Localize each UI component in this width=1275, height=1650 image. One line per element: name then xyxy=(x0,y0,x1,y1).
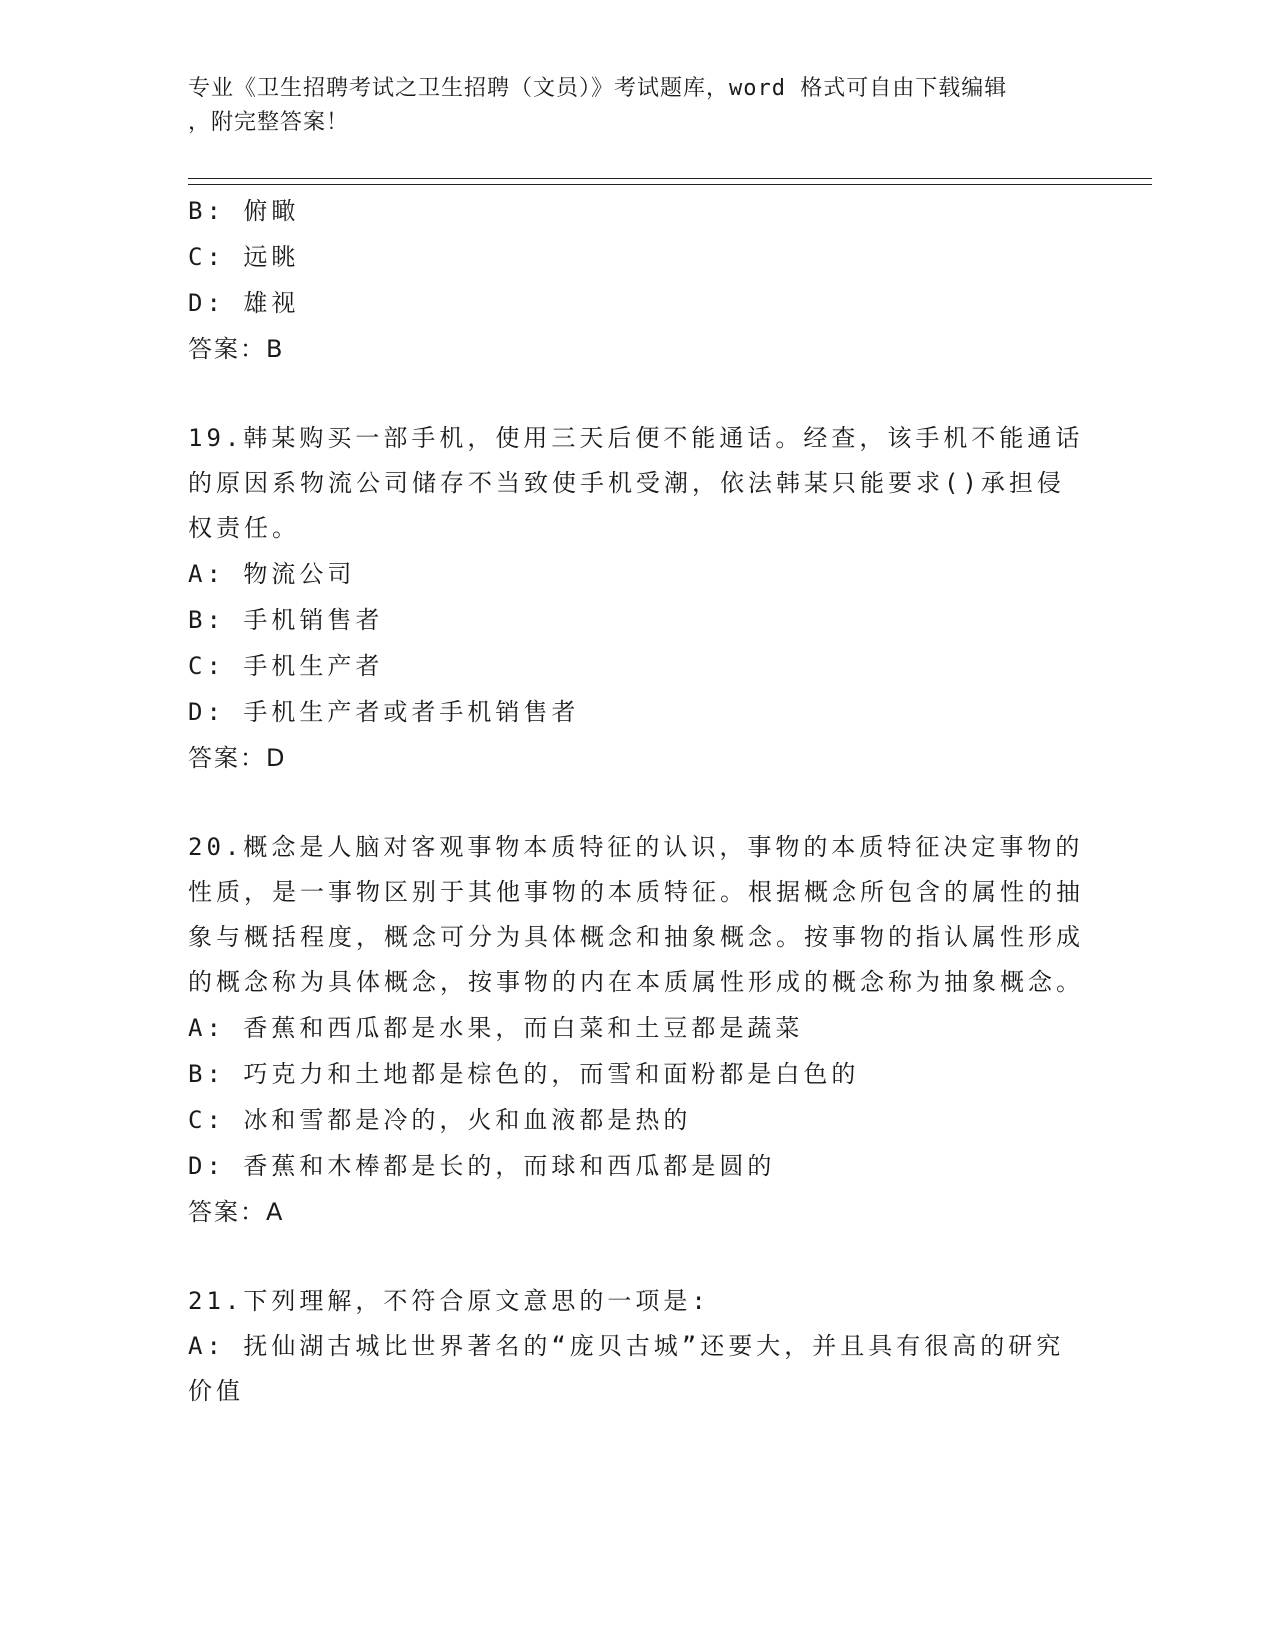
question-content xyxy=(188,188,1088,1414)
option-item: C: 手机生产者 xyxy=(188,652,384,680)
option-item: A: 香蕉和西瓜都是水果，而白菜和土豆都是蔬菜 xyxy=(188,1014,804,1042)
option-item: C: 远眺 xyxy=(188,243,300,271)
option-item: B: 俯瞰 xyxy=(188,197,300,225)
option-item: D: 香蕉和木棒都是长的，而球和西瓜都是圆的 xyxy=(188,1152,776,1180)
spacer xyxy=(188,781,1088,825)
answer-label: 答案：D xyxy=(188,744,287,772)
header-title-line-1: 专业《卫生招聘考试之卫生招聘（文员）》考试题库，word 格式可自由下载编辑 xyxy=(188,76,1008,101)
spacer xyxy=(188,372,1088,416)
question-stem: 19.韩某购买一部手机，使用三天后便不能通话。经查，该手机不能通话的原因系物流公司储存不当致使手机受潮，依法韩某只能要求()承担侵权责任。 xyxy=(188,424,1084,542)
question-stem: 20.概念是人脑对客观事物本质特征的认识，事物的本质特征决定事物的性质，是一事物区别于其他事物的本质特征。根据概念所包含的属性的抽象与概括程度，概念可分为具体概念和抽象概念。按事物的指认属性形成的概念称为具体概念，按事物的内在本质属性形成的概念称为抽象概念。 xyxy=(188,833,1084,996)
option-item: A: 抚仙湖古城比世界著名的“庞贝古城”还要大，并且具有很高的研究价值 xyxy=(188,1332,1065,1405)
option-item: C: 冰和雪都是冷的，火和血液都是热的 xyxy=(188,1106,692,1134)
option-item: B: 手机销售者 xyxy=(188,606,384,634)
option-item: A: 物流公司 xyxy=(188,560,356,588)
answer-label: 答案：B xyxy=(188,335,285,363)
question-stem: 21.下列理解，不符合原文意思的一项是: xyxy=(188,1287,710,1315)
document-header xyxy=(188,72,1068,140)
option-item: D: 手机生产者或者手机销售者 xyxy=(188,698,580,726)
answer-label: 答案：A xyxy=(188,1198,285,1226)
header-title-line-2: ，附完整答案！ xyxy=(188,110,350,135)
option-item: B: 巧克力和土地都是棕色的，而雪和面粉都是白色的 xyxy=(188,1060,860,1088)
header-double-rule xyxy=(188,178,1152,185)
option-item: D: 雄视 xyxy=(188,289,300,317)
spacer xyxy=(188,1235,1088,1279)
